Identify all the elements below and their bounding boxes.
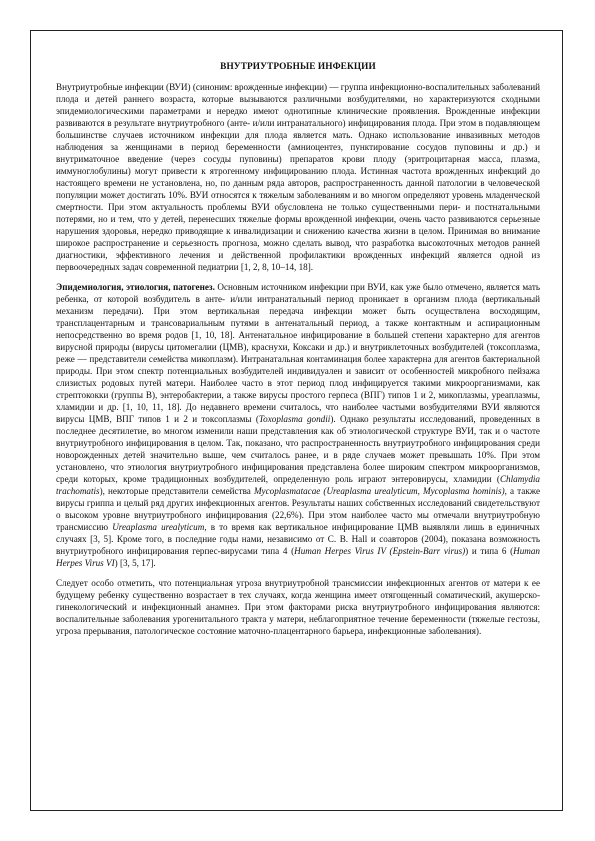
text-run: ), некоторые представители семейства [99,486,254,496]
paragraph-risk-factors [56,577,540,637]
text-run: ). Однако результаты исследований, проведенных в последнее десятилетие, во многом изменили наши представления как об этиологической структуре ВУИ, так и о частоте внутриутробного инфицирования в целом. Так, показано, что распространенность внутриутробного инфицирования среди новорожденных детей значительно выше, чем считалось ранее, и в ряде случаев может превышать 10%. При этом установлено, что этиология внутриутробного инфицирования представлена более широким спектром микроорганизмов, среди которых, кроме традиционных возбудителей, определенную роль играют энтеровирусы, хламидии ( [56,414,540,484]
paragraph-epidemiology [56,281,540,569]
italic-term-run: Toxoplasma gondii [258,414,331,424]
italic-term-run: Chlamydia trachomatis [56,474,540,496]
text-run: Внутриутробные инфекции (ВУИ) (синоним: врожденные инфекции) — группа инфекционно-воспалительных заболеваний плода и детей раннего возраста, которые вызываются различными возбудителями, но характеризуются сходными эпидемиологическими параметрами и нередко имеют однотипные клинические проявления. Врожденные инфекции развиваются в результате внутриутробного (анте- и/или интранатального) инфицирования плода. При этом в подавляющем большинстве случаев источником инфекции для плода является мать. Однако использование инвазивных методов наблюдения за женщинами в период беременности (амниоцентез, пунктирование сосудов пуповины и др.) и внутриматочное введение (через сосуды пуповины) препаратов крови плоду (эритроцитарная масса, плазма, иммуноглобулины) могут привести к ятрогенному инфицированию плода. Истинная частота врожденных инфекций до настоящего времени не установлена, но, по данным ряда авторов, распространенность данной патологии в человеческой популяции может достигать 10%. ВУИ относятся к тяжелым заболеваниям и во многом определяют уровень младенческой смертности. При этом актуальность проблемы ВУИ обусловлена не только существенными пери- и постнатальными потерями, но и тем, что у детей, перенесших тяжелые формы врожденной инфекции, очень часто развиваются серьезные нарушения здоровья, нередко приводящие к инвалидизации и снижению качества жизни в целом. Принимая во внимание широкое распространение и серьезность прогноза, можно сделать вывод, что разработка высокоточных методов ранней диагностики, эффективного лечения и действенной профилактики врожденных инфекций является одной из первоочередных задач современной педиатрии [1, 2, 8, 10–14, 18]. [56,82,540,272]
italic-term-run: Mycoplasmatacae (Ureaplasma urealyticum, Mycoplasma hominis) [253,486,505,496]
italic-term-run: Human Herpes Virus VI [56,546,540,568]
italic-term-run: Human Herpes Virus IV (Epstein-Barr virus) [294,546,466,556]
text-run: ) [3, 5, 17]. [114,558,156,568]
article [56,62,540,637]
text-run: Следует особо отметить, что потенциальная угроза внутриутробной трансмиссии инфекционных агентов от матери к ее будущему ребенку существенно возрастает в тех случаях, когда женщина имеет отягощенный соматический, акушерско-гинекологический и инфекционный анамнез. При этом факторами риска внутриутробного инфицирования являются: воспалительные заболевания урогенитального тракта у матери, неблагоприятное течение беременности (тяжелые гестозы, угроза прерывания, патологическое состояние маточно-плацентарного барьера, инфекционные заболевания). [56,578,540,636]
text-run: , в то время как вертикальное инфицирование ЦМВ выявляли лишь в единичных случаях [3, 5]. Кроме того, в последние годы нами, независимо от С. В. Hall и соавторов (2004), показана возможность внутриутробного инфицирования герпес-вирусами типа 4 ( [56,522,540,556]
text-run: Основным источником инфекции при ВУИ, как уже было отмечено, является мать ребенка, от которой возбудитель в анте- и/или интранатальный период проникает в организм плода (вертикальный механизм передачи). При этом вертикальная передача инфекции может быть осуществлена восходящим, трансплацентарным и трансовариальным путями в антенатальный период, а также контактным и аспирационным непосредственно во время родов [1, 10, 18]. Антенатальное инфицирование в большей степени характерно для агентов вирусной природы (вирусы цитомегалии (ЦМВ), краснухи, Коксаки и др.) и внутриклеточных возбудителей (токсоплазма, реже — представители семейства микоплазм). Интранатальная контаминация более характерна для агентов бактериальной природы. При этом спектр потенциальных возбудителей индивидуален и зависит от особенностей микробного пейзажа слизистых родовых путей матери. Наиболее часто в этот период плод инфицируется такими микроорганизмами, как стрептококки (группы В), энтеробактерии, а также вирусы простого герпеса (ВПГ) типов 1 и 2, микоплазмы, уреаплазмы, хламидии и др. [1, 10, 11, 18]. До недавнего времени считалось, что наиболее частыми возбудителями ВУИ являются вирусы ЦМВ, ВПГ типов 1 и 2 и токсоплазмы ( [56,282,541,424]
text-run: , а также вирусы гриппа и целый ряд других инфекционных агентов. Результаты наших собственных исследований свидетельствуют о высоком уровне внутриутробного инфицирования (22,6%). При этом наиболее часто мы отмечали внутриутробную трансмиссию [56,486,540,532]
italic-term-run: Ureaplasma urealyticum [112,522,205,532]
paragraph-intro [56,81,540,273]
text-run: ) и типа 6 ( [465,546,514,556]
bold-heading-run: Эпидемиология, этиология, патогенез. [56,282,215,292]
page-title: ВНУТРИУТРОБНЫЕ ИНФЕКЦИИ [220,62,376,72]
